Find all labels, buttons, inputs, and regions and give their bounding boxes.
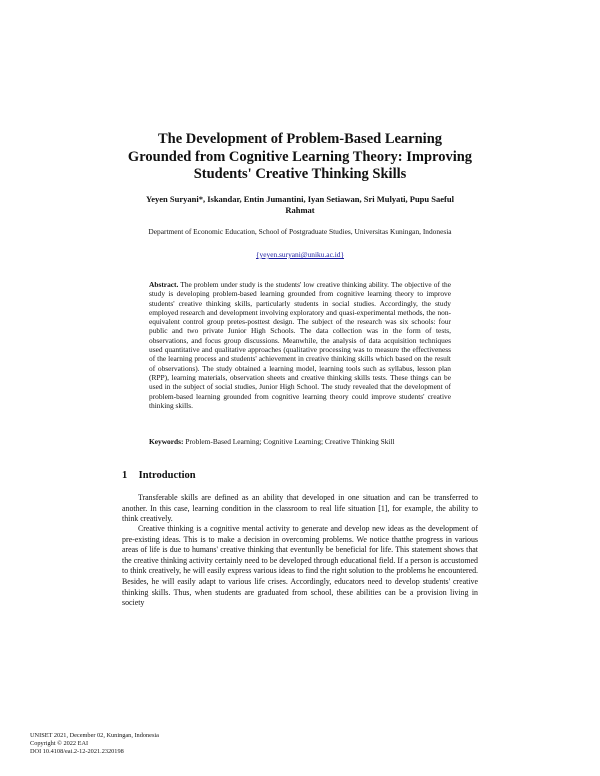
abstract-label: Abstract. [149, 280, 179, 289]
footer-conference: UNISET 2021, December 02, Kuningan, Indonesia [30, 732, 159, 739]
body-paragraph-2 [122, 524, 478, 609]
title-line: Students' Creative Thinking Skills [193, 166, 407, 182]
author-line: Rahmat [285, 205, 315, 215]
body-paragraph-1 [122, 493, 478, 525]
author-line: Yeyen Suryani*, Iskandar, Entin Jumantini, Iyan Setiawan, Sri Mulyati, Pupu Saeful [146, 194, 454, 204]
email-link[interactable]: {yeyen.suryani@uniku.ac.id} [256, 250, 344, 259]
keywords-label: Keywords: [149, 437, 184, 446]
author-list [110, 194, 490, 216]
paragraph-text: Transferable skills are defined as an ability that developed in one situation and can be transferred to another. In this case, learning condition in the classroom to real life situation [1], for example, the ability to think creatively. [122, 493, 478, 524]
title-line: The Development of Problem-Based Learning [157, 131, 443, 147]
section-number: 1 [122, 470, 128, 481]
section-heading [122, 469, 196, 482]
affiliation: Department of Economic Education, School of Postgraduate Studies, Universitas Kuningan, Indonesia [148, 227, 452, 236]
paragraph-text: Creative thinking is a cognitive mental activity to generate and develop new ideas as the development of pre-existing ideas. This is to make a decision in overcoming problems. We notice thatthe progress in various areas of life is due to humans' creative thinking that eventunlly be beneficial for life. This statement shows that the creative thinking activity certainly need to be developed through educational field. If a person is accustomed to think creatively, he will easily express various ideas to find the right solution to the problems he encountered. Besides, he will easily adapt to various life crises. Accordingly, educators need to develop students' creative thinking skills. Thus, when students are graduated from school, these abilities can be a provision living in society [122, 524, 478, 608]
abstract-text: The problem under study is the students' low creative thinking ability. The objective of the study is developing problem-based learning grounded from cognitive learning theory to improve students' creative thinking skills, particularly students in social studies. Accordingly, the study employed research and development involving exploratory and quasi-experimental methods, the non-equivalent control group pretes-posttest design. The subject of the research was six schools: four public and two private Junior High Schools. The data collection was in the form of tests, observations, and focus group discussions. Meanwhile, the analysis of data acquisition techniques used quantitative and qualitative approaches (qualitative processing was to measure the effectiveness of the learning process and students' achievement in creative thinking skills which based on the result of observations). The study obtained a learning model, learning tools such as syllabus, lesson plan (RPP), learning materials, observation sheets and creative thinking skills tests. These things can be used in the subject of social studies, Junior High School. The study revealed that the development of problem-based learning grounded from cognitive learning theory could improve students' creative thinking skills. [149, 280, 451, 410]
paper-title [100, 131, 500, 184]
title-line: Grounded from Cognitive Learning Theory: Improving [127, 148, 473, 165]
email-line [60, 250, 540, 260]
page-footer [30, 732, 159, 757]
footer-doi: DOI 10.4108/eai.2-12-2021.2320198 [30, 748, 124, 756]
section-title: Introduction [138, 470, 196, 481]
keywords-text: Problem-Based Learning; Cognitive Learning; Creative Thinking Skill [185, 437, 395, 446]
abstract [149, 280, 451, 410]
footer-copyright: Copyright © 2022 EAI [30, 740, 89, 748]
keywords [149, 437, 451, 447]
